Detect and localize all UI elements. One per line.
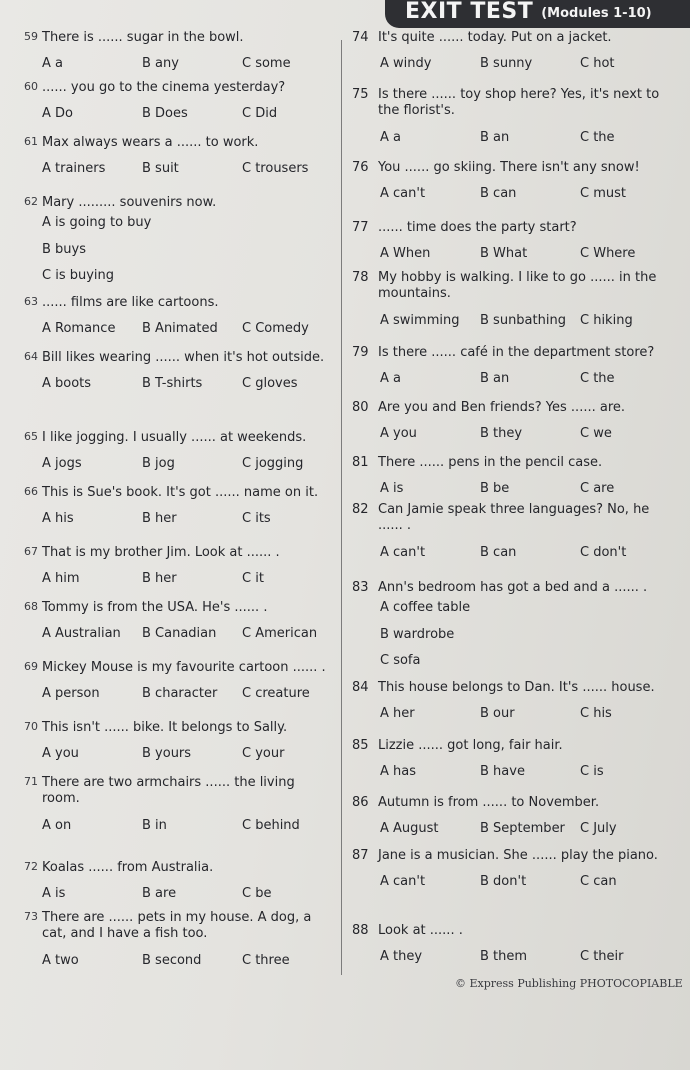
question-number: 72 — [24, 860, 38, 873]
question-text: ...... you go to the cinema yesterday? — [42, 80, 286, 95]
question-number: 79 — [352, 345, 369, 360]
answer-option-b[interactable]: B they — [480, 426, 523, 442]
answer-options — [380, 874, 680, 890]
question-number: 65 — [24, 430, 38, 443]
question-text: I like jogging. I usually ...... at weekends. — [42, 430, 307, 445]
answer-options — [42, 376, 342, 392]
question-87 — [352, 848, 680, 891]
question-number: 88 — [352, 923, 369, 938]
answer-option-b[interactable]: B Does — [142, 106, 188, 122]
answer-option-c[interactable]: C July — [580, 821, 617, 837]
answer-option-a[interactable]: A two — [42, 952, 79, 968]
question-80 — [352, 400, 680, 443]
answer-options — [380, 706, 680, 722]
answer-options — [42, 456, 342, 472]
answer-option-b[interactable]: B our — [480, 706, 515, 722]
question-number: 86 — [352, 795, 369, 810]
question-number: 83 — [352, 580, 369, 595]
answer-option-c[interactable]: C be — [242, 886, 272, 902]
answer-option-a[interactable]: A is — [42, 886, 66, 902]
answer-option-c[interactable]: C behind — [242, 817, 300, 833]
question-number: 78 — [352, 270, 369, 285]
answer-option-c[interactable]: C are — [580, 481, 615, 497]
answer-option-c[interactable]: C trousers — [242, 161, 309, 177]
question-82 — [352, 502, 680, 561]
question-text: Is there ...... café in the department store? — [378, 345, 655, 360]
question-text: There are two armchairs ...... the living room. — [42, 775, 295, 807]
question-68 — [24, 600, 342, 643]
answer-option-a[interactable]: A his — [42, 511, 74, 527]
answer-option-a[interactable]: A they — [380, 949, 423, 965]
answer-option-a[interactable]: A is — [380, 481, 404, 497]
question-number: 68 — [24, 600, 38, 613]
question-text: There are ...... pets in my house. A dog, a cat, and I have a fish too. — [42, 910, 312, 942]
answer-options — [380, 130, 680, 146]
question-text: Look at ...... . — [378, 923, 463, 938]
question-64 — [24, 350, 342, 393]
copyright-footer: © Express Publishing PHOTOCOPIABLE — [455, 977, 683, 990]
question-81 — [352, 455, 680, 498]
question-83 — [352, 580, 677, 679]
answer-option-c[interactable]: C sofa — [380, 652, 421, 668]
question-number: 85 — [352, 738, 369, 753]
answer-option-b[interactable]: B wardrobe — [380, 626, 455, 642]
answer-option-c[interactable]: C hiking — [580, 312, 633, 328]
answer-option-a[interactable]: A Romance — [42, 321, 116, 337]
answer-options — [380, 246, 680, 262]
answer-option-a[interactable]: A a — [42, 56, 63, 72]
answer-option-a[interactable]: A can't — [380, 874, 426, 890]
question-number: 67 — [24, 545, 38, 558]
answer-option-a[interactable]: A can't — [380, 544, 426, 560]
question-number: 77 — [352, 220, 369, 235]
answer-option-c[interactable]: C its — [242, 511, 271, 527]
answer-option-b[interactable]: B second — [142, 952, 202, 968]
question-number: 63 — [24, 295, 38, 308]
question-number: 73 — [24, 910, 38, 923]
answer-option-c[interactable]: C hot — [580, 56, 615, 72]
question-text: Jane is a musician. She ...... play the piano. — [378, 848, 658, 863]
question-number: 80 — [352, 400, 369, 415]
answer-option-b[interactable]: B be — [480, 481, 510, 497]
answer-options — [42, 818, 342, 834]
question-76 — [352, 160, 680, 203]
answer-option-c[interactable]: C your — [242, 746, 285, 762]
question-text: ...... films are like cartoons. — [42, 295, 219, 310]
answer-option-a[interactable]: A August — [380, 821, 439, 837]
question-79 — [352, 345, 680, 388]
test-header — [385, 0, 690, 28]
question-72 — [24, 860, 342, 903]
question-61 — [24, 135, 342, 178]
question-77 — [352, 220, 680, 263]
question-text: Can Jamie speak three languages? No, he ...... . — [378, 502, 650, 534]
answer-options — [42, 106, 342, 122]
question-text: There is ...... sugar in the bowl. — [42, 30, 244, 45]
answer-option-c[interactable]: C the — [580, 129, 615, 145]
question-number: 81 — [352, 455, 369, 470]
answer-option-a[interactable]: A When — [380, 246, 431, 262]
answer-option-c[interactable]: C gloves — [242, 376, 298, 392]
question-number: 60 — [24, 80, 38, 93]
question-number: 84 — [352, 680, 369, 695]
answer-option-c[interactable]: C must — [580, 186, 626, 202]
question-85 — [352, 738, 680, 781]
question-65 — [24, 430, 342, 473]
answer-option-a[interactable]: A a — [380, 371, 401, 387]
question-70 — [24, 720, 342, 763]
question-text: Ann's bedroom has got a bed and a ...... . — [378, 580, 648, 595]
question-text: Max always wears a ...... to work. — [42, 135, 259, 150]
answer-option-b[interactable]: B buys — [42, 241, 87, 257]
answer-option-b[interactable]: B yours — [142, 746, 192, 762]
question-number: 64 — [24, 350, 38, 363]
answer-option-a[interactable]: A is going to buy — [42, 215, 152, 231]
answer-options — [42, 511, 342, 527]
question-86 — [352, 795, 680, 838]
answer-options — [42, 56, 342, 72]
answer-options — [42, 161, 342, 177]
question-text: This house belongs to Dan. It's ...... house. — [378, 680, 655, 695]
question-text: That is my brother Jim. Look at ...... . — [42, 545, 280, 560]
question-number: 61 — [24, 135, 38, 148]
answer-options — [42, 686, 342, 702]
answer-option-c[interactable]: C creature — [242, 686, 310, 702]
answer-option-a[interactable]: A can't — [380, 186, 426, 202]
question-66 — [24, 485, 342, 528]
answer-option-c[interactable]: C the — [580, 371, 615, 387]
question-88 — [352, 923, 680, 966]
answer-options — [42, 886, 342, 902]
answer-options — [380, 764, 680, 780]
answer-options — [380, 371, 680, 387]
answer-option-c[interactable]: C we — [580, 426, 612, 442]
question-text: You ...... go skiing. There isn't any snow! — [378, 160, 640, 175]
test-title: EXIT TEST — [405, 0, 534, 24]
answer-option-a[interactable]: A swimming — [380, 312, 460, 328]
question-number: 74 — [352, 30, 369, 45]
answer-option-a[interactable]: A on — [42, 817, 72, 833]
question-text: There ...... pens in the pencil case. — [378, 455, 603, 470]
answer-option-c[interactable]: C Where — [580, 246, 636, 262]
answer-option-a[interactable]: A jogs — [42, 456, 82, 472]
answer-option-a[interactable]: A him — [42, 571, 80, 587]
answer-option-b[interactable]: B can — [480, 186, 517, 202]
question-71 — [24, 775, 342, 834]
question-number: 82 — [352, 502, 369, 517]
question-74 — [352, 30, 680, 73]
question-84 — [352, 680, 680, 723]
answer-options — [42, 215, 334, 294]
question-text: Autumn is from ...... to November. — [378, 795, 600, 810]
question-text: My hobby is walking. I like to go ...... in the mountains. — [378, 270, 657, 302]
answer-option-a[interactable]: A has — [380, 764, 417, 780]
answer-option-c[interactable]: C is buying — [42, 267, 115, 283]
answer-options — [42, 746, 342, 762]
answer-option-b[interactable]: B Animated — [142, 321, 218, 337]
question-60 — [24, 80, 342, 123]
question-69 — [24, 660, 342, 703]
answer-options — [380, 600, 677, 679]
answer-option-a[interactable]: A person — [42, 686, 100, 702]
question-73 — [24, 910, 342, 969]
answer-options — [42, 953, 342, 969]
question-number: 75 — [352, 87, 369, 102]
answer-option-b[interactable]: B sunny — [480, 56, 533, 72]
answer-options — [380, 313, 680, 329]
question-text: Lizzie ...... got long, fair hair. — [378, 738, 563, 753]
question-text: Are you and Ben friends? Yes ...... are. — [378, 400, 626, 415]
answer-option-b[interactable]: B have — [480, 764, 525, 780]
answer-option-c[interactable]: C three — [242, 952, 290, 968]
answer-option-b[interactable]: B What — [480, 246, 528, 262]
answer-options — [42, 571, 342, 587]
answer-option-c[interactable]: C don't — [580, 544, 627, 560]
answer-option-b[interactable]: B character — [142, 686, 218, 702]
question-75 — [352, 87, 680, 146]
answer-option-c[interactable]: C some — [242, 56, 291, 72]
answer-option-c[interactable]: C jogging — [242, 456, 304, 472]
answer-option-a[interactable]: A coffee table — [380, 600, 471, 616]
question-number: 87 — [352, 848, 369, 863]
answer-option-b[interactable]: B are — [142, 886, 177, 902]
answer-option-c[interactable]: C American — [242, 626, 318, 642]
question-text: This is Sue's book. It's got ...... name on it. — [42, 485, 319, 500]
answer-option-c[interactable]: C his — [580, 706, 612, 722]
answer-option-c[interactable]: C their — [580, 949, 624, 965]
question-67 — [24, 545, 342, 588]
question-text: It's quite ...... today. Put on a jacket. — [378, 30, 612, 45]
answer-option-b[interactable]: B don't — [480, 874, 527, 890]
question-text: Mickey Mouse is my favourite cartoon ...... . — [42, 660, 326, 675]
answer-options — [380, 56, 680, 72]
question-number: 70 — [24, 720, 38, 733]
answer-options — [380, 821, 680, 837]
question-number: 66 — [24, 485, 38, 498]
answer-options — [380, 949, 680, 965]
answer-option-c[interactable]: C it — [242, 571, 264, 587]
answer-option-b[interactable]: B them — [480, 949, 528, 965]
answer-option-c[interactable]: C Comedy — [242, 321, 309, 337]
question-text: Is there ...... toy shop here? Yes, it's next to the florist's. — [378, 87, 660, 119]
question-78 — [352, 270, 680, 329]
answer-option-b[interactable]: B T-shirts — [142, 376, 203, 392]
answer-option-a[interactable]: A trainers — [42, 161, 106, 177]
question-59 — [24, 30, 342, 73]
answer-option-c[interactable]: C is — [580, 764, 604, 780]
answer-option-c[interactable]: C Did — [242, 106, 278, 122]
answer-option-b[interactable]: B jog — [142, 456, 175, 472]
answer-options — [380, 426, 680, 442]
answer-option-c[interactable]: C can — [580, 874, 617, 890]
answer-option-a[interactable]: A boots — [42, 376, 92, 392]
question-number: 69 — [24, 660, 38, 673]
answer-option-b[interactable]: B sunbathing — [480, 312, 566, 328]
answer-option-b[interactable]: B can — [480, 544, 517, 560]
question-text: ...... time does the party start? — [378, 220, 577, 235]
question-text: Bill likes wearing ...... when it's hot outside. — [42, 350, 325, 365]
question-62 — [24, 195, 334, 294]
answer-options — [42, 321, 342, 337]
answer-options — [380, 481, 680, 497]
question-text: Tommy is from the USA. He's ...... . — [42, 600, 268, 615]
answer-option-a[interactable]: A Australian — [42, 626, 121, 642]
answer-option-a[interactable]: A Do — [42, 106, 73, 122]
question-63 — [24, 295, 342, 338]
answer-option-b[interactable]: B Canadian — [142, 626, 217, 642]
question-number: 59 — [24, 30, 38, 43]
question-text: This isn't ...... bike. It belongs to Sally. — [42, 720, 288, 735]
answer-options — [380, 186, 680, 202]
question-number: 71 — [24, 775, 38, 788]
answer-option-a[interactable]: A windy — [380, 56, 432, 72]
answer-option-b[interactable]: B September — [480, 821, 565, 837]
question-text: Mary ......... souvenirs now. — [42, 195, 217, 210]
answer-option-b[interactable]: B an — [480, 371, 510, 387]
answer-option-b[interactable]: B her — [142, 511, 177, 527]
question-text: Koalas ...... from Australia. — [42, 860, 214, 875]
answer-options — [380, 545, 680, 561]
answer-option-a[interactable]: A you — [380, 426, 417, 442]
answer-option-b[interactable]: B an — [480, 129, 510, 145]
answer-option-a[interactable]: A you — [42, 746, 79, 762]
answer-option-a[interactable]: A a — [380, 129, 401, 145]
answer-option-b[interactable]: B in — [142, 817, 167, 833]
answer-option-a[interactable]: A her — [380, 706, 415, 722]
answer-option-b[interactable]: B suit — [142, 161, 179, 177]
answer-option-b[interactable]: B her — [142, 571, 177, 587]
question-number: 62 — [24, 195, 38, 208]
test-subtitle: (Modules 1-10) — [541, 5, 652, 21]
question-number: 76 — [352, 160, 369, 175]
answer-options — [42, 626, 342, 642]
answer-option-b[interactable]: B any — [142, 56, 179, 72]
